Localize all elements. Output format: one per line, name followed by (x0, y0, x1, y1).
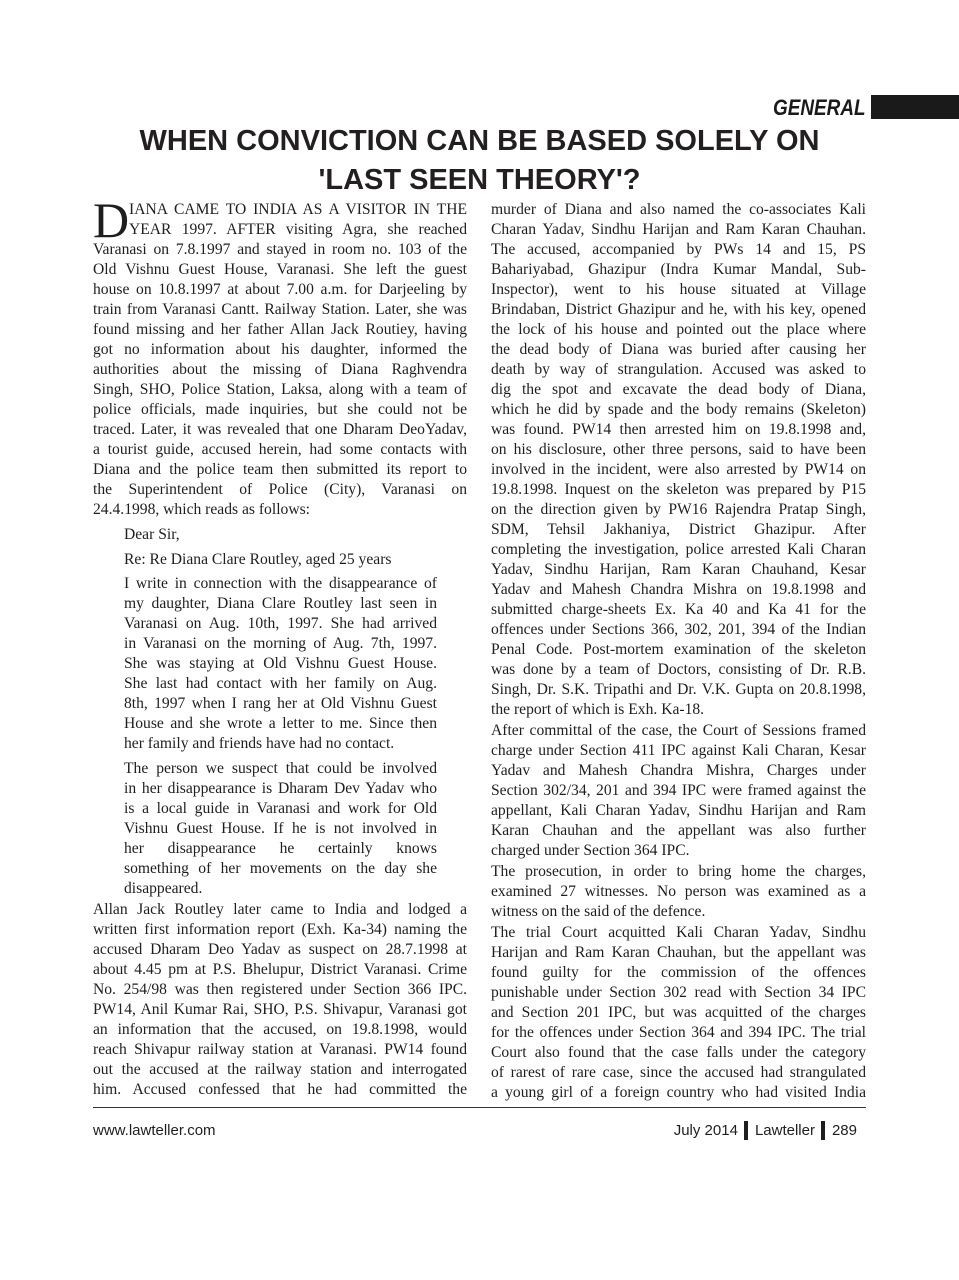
text-line: on the direction given by PW16 Rajendra Pratap Singh, (491, 501, 866, 518)
text-line: Inspector), went to his house situated at Village (491, 281, 866, 298)
text-line: train from Varanasi Cantt. Railway Station. Later, she was (93, 301, 467, 318)
text-line: of rarest of rare case, since the accused had strangulated (491, 1064, 866, 1081)
footer-page-number: 289 (831, 1122, 857, 1139)
text-line: found missing and her father Allan Jack Routiey, having (93, 321, 467, 338)
text-line: police officials, made inquiries, but she could not be (93, 401, 467, 418)
right-column (491, 200, 866, 1103)
text-line: in Varanasi on the morning of Aug. 7th, 1997. (124, 635, 437, 653)
text-line: got no information about his daughter, informed the (93, 341, 467, 358)
text-line: disappeared. (124, 880, 203, 897)
text-line: submitted charge-sheets Ex. Ka 40 and Ka 41 for the (491, 601, 866, 618)
text-line: appellant, Kali Charan Yadav, Sindhu Harijan and Ram (491, 802, 866, 819)
text-line: for the offences under Section 364 and 394 IPC. The trial (491, 1024, 866, 1041)
text-line: Bahariyabad, Ghazipur (Indra Kumar Mandal, Sub- (491, 261, 866, 278)
text-line: something of her movements on the day she (124, 860, 437, 877)
text-line: dig the spot and excavate the dead body of Diana, (491, 381, 866, 398)
text-line: examined 27 witnesses. No person was examined as a (491, 883, 866, 900)
text-line: Vishnu Guest House. If he is not involved in (124, 820, 437, 837)
text-line: death by way of strangulation. Accused was asked to (491, 361, 866, 378)
article-title-line-1: WHEN CONVICTION CAN BE BASED SOLELY ON (139, 125, 820, 157)
letter-paragraph (124, 574, 437, 754)
text-line: charged under Section 364 IPC. (491, 842, 690, 859)
text-line: an information that the accused, on 19.8.1998, would (93, 1021, 467, 1038)
text-line: which he did by spade and the body remains (Skeleton) (491, 401, 866, 418)
text-line: Section 302/34, 201 and 394 IPC were framed against the (491, 782, 866, 799)
section-bar (871, 95, 959, 119)
text-line: Diana and the police team then submitted its report to (93, 461, 467, 478)
text-line: was found. PW14 then arrested him on 19.8.1998 and, (491, 421, 866, 438)
text-line: Yadav and Mahesh Chandra Mishra, Charges under (491, 762, 866, 779)
text-line: completing the investigation, police arrested Kali Charan (491, 541, 866, 558)
drop-cap: D (93, 192, 130, 248)
text-line: Court also found that the case falls under the category (491, 1044, 866, 1061)
text-line: I write in connection with the disappearance of (124, 575, 437, 593)
separator-bar (821, 1121, 825, 1140)
text-line: Brindaban, District Ghazipur and he, with his key, opened (491, 301, 866, 318)
text-line: Yadav, Sindhu Harijan, Ram Karan Chauhand, Kesar (491, 561, 866, 578)
paragraph (491, 862, 866, 922)
text-line: IANA CAME TO INDIA AS A VISITOR IN THE (129, 201, 467, 218)
text-line: 8th, 1997 when I rang her at Old Vishnu Guest (124, 695, 437, 713)
text-line: the dead body of Diana was buried after causing her (491, 341, 866, 358)
text-line: the lock of his house and pointed out the place where (491, 321, 866, 338)
text-line: Re: Re Diana Clare Routley, aged 25 years (124, 550, 392, 568)
text-line: Varanasi on 7.8.1997 and stayed in room no. 103 of the (93, 241, 467, 258)
text-line: The person we suspect that could be involved (124, 760, 437, 777)
text-line: offences under Sections 366, 302, 201, 394 of the Indian (491, 621, 866, 638)
article-title (93, 122, 866, 200)
paragraph (491, 721, 866, 861)
letter-paragraph (124, 525, 437, 545)
section-label: GENERAL (773, 95, 866, 120)
footer-website: www.lawteller.com (93, 1122, 216, 1139)
paragraph (491, 200, 866, 720)
text-line: Singh, SHO, Police Station, Laksa, along with a team of (93, 381, 467, 398)
paragraph (93, 200, 467, 520)
text-line: Dear Sir, (124, 525, 180, 543)
text-line: on his disclosure, other three persons, said to have been (491, 441, 866, 458)
separator-bar (744, 1121, 748, 1140)
paragraph (93, 900, 467, 1100)
text-line: involved in the incident, were also arrested by PW14 on (491, 461, 866, 478)
right-column-text (491, 200, 866, 1103)
article-title-line-2: 'LAST SEEN THEORY'? (318, 164, 641, 196)
text-line: found guilty for the commission of the offences (491, 964, 866, 981)
text-line: 19.8.1998. Inquest on the skeleton was prepared by P15 (491, 481, 866, 498)
text-line: 24.4.1998, which reads as follows: (93, 501, 310, 518)
text-line: and Section 201 IPC, but was acquitted of the charges (491, 1004, 866, 1021)
text-line: SDM, Tehsil Jakhaniya, District Ghazipur. After (491, 521, 866, 538)
footer-issue: July 2014 (673, 1122, 738, 1139)
text-line: written first information report (Exh. Ka-34) naming the (93, 921, 467, 938)
paragraph (491, 923, 866, 1103)
text-line: punishable under Section 302 read with Section 34 IPC (491, 984, 866, 1001)
footer-rule (93, 1107, 866, 1108)
text-line: is a local guide in Varanasi and work for Old (124, 800, 437, 817)
text-line: traced. Later, it was revealed that one Dharam DeoYadav, (93, 421, 467, 438)
text-line: She last had contact with her family on Aug. (124, 675, 437, 693)
text-line: Yadav and Mahesh Chandra Mishra on 19.8.1998 and (491, 581, 866, 598)
text-line: The accused, accompanied by PWs 14 and 15, PS (491, 241, 866, 258)
text-line: Penal Code. Post-mortem examination of the skeleton (491, 641, 866, 658)
text-line: witness on the said of the defence. (491, 903, 706, 920)
text-line: her family and friends have had no contact. (124, 735, 395, 753)
text-line: in her disappearance is Dharam Dev Yadav who (124, 780, 437, 797)
text-line: Allan Jack Routley later came to India and lodged a (93, 901, 467, 918)
text-line: Karan Chauhan and the appellant was also further (491, 822, 866, 839)
text-line: After committal of the case, the Court of Sessions framed (491, 722, 866, 739)
text-line: Old Vishnu Guest House, Varanasi. She left the guest (93, 261, 467, 278)
text-line: Varanasi on Aug. 10th, 1997. She had arrived (124, 615, 437, 633)
text-line: Harijan and Ram Karan Chauhan, but the appellant was (491, 944, 866, 961)
text-line: PW14, Anil Kumar Rai, SHO, P.S. Shivapur, Varanasi got (93, 1001, 467, 1018)
text-line: charge under Section 411 IPC against Kali Charan, Kesar (491, 742, 866, 759)
text-line: house on 10.8.1997 at about 7.00 a.m. for Darjeeling by (93, 281, 467, 298)
letter-paragraph (124, 759, 437, 899)
text-line: the Superintendent of Police (City), Varanasi on (93, 481, 467, 498)
text-line: No. 254/98 was then registered under Section 366 IPC. (93, 981, 467, 998)
text-line: her disappearance he certainly knows (124, 840, 437, 857)
text-line: Singh, Dr. S.K. Tripathi and Dr. V.K. Gupta on 20.8.1998, (491, 681, 866, 698)
text-line: Charan Yadav, Sindhu Harijan and Ram Karan Chauhan. (491, 221, 866, 238)
text-line: murder of Diana and also named the co-associates Kali (491, 201, 866, 218)
text-line: a tourist guide, accused herein, had some contacts with (93, 441, 467, 458)
text-line: She was staying at Old Vishnu Guest House. (124, 655, 437, 673)
letter-paragraph (124, 550, 437, 570)
text-line: YEAR 1997. AFTER visiting Agra, she reached (129, 221, 467, 238)
text-line: out the accused at the railway station and interrogated (93, 1061, 467, 1078)
text-line: was done by a team of Doctors, consisting of Dr. R.B. (491, 661, 866, 678)
text-line: authorities about the missing of Diana Raghvendra (93, 361, 467, 378)
text-line: House and she wrote a letter to me. Since then (124, 715, 437, 733)
text-line: reach Shivapur railway station at Varanasi. PW14 found (93, 1041, 467, 1058)
left-column (93, 192, 467, 1100)
footer-publication: Lawteller (754, 1122, 815, 1139)
text-line: a young girl of a foreign country who had visited India (491, 1084, 866, 1101)
text-line: The trial Court acquitted Kali Charan Yadav, Sindhu (491, 924, 866, 941)
footer-meta (674, 1121, 857, 1140)
text-line: him. Accused confessed that he had committed the (93, 1081, 467, 1098)
text-line: accused Dharam Deo Yadav as suspect on 28.7.1998 at (93, 941, 467, 958)
text-line: The prosecution, in order to bring home the charges, (491, 863, 866, 880)
left-column-text (93, 200, 467, 1100)
text-line: the report of which is Exh. Ka-18. (491, 701, 705, 718)
text-line: my daughter, Diana Clare Routley last seen in (124, 595, 437, 613)
text-line: about 4.45 pm at P.S. Bhelupur, District Varanasi. Crime (93, 961, 467, 978)
